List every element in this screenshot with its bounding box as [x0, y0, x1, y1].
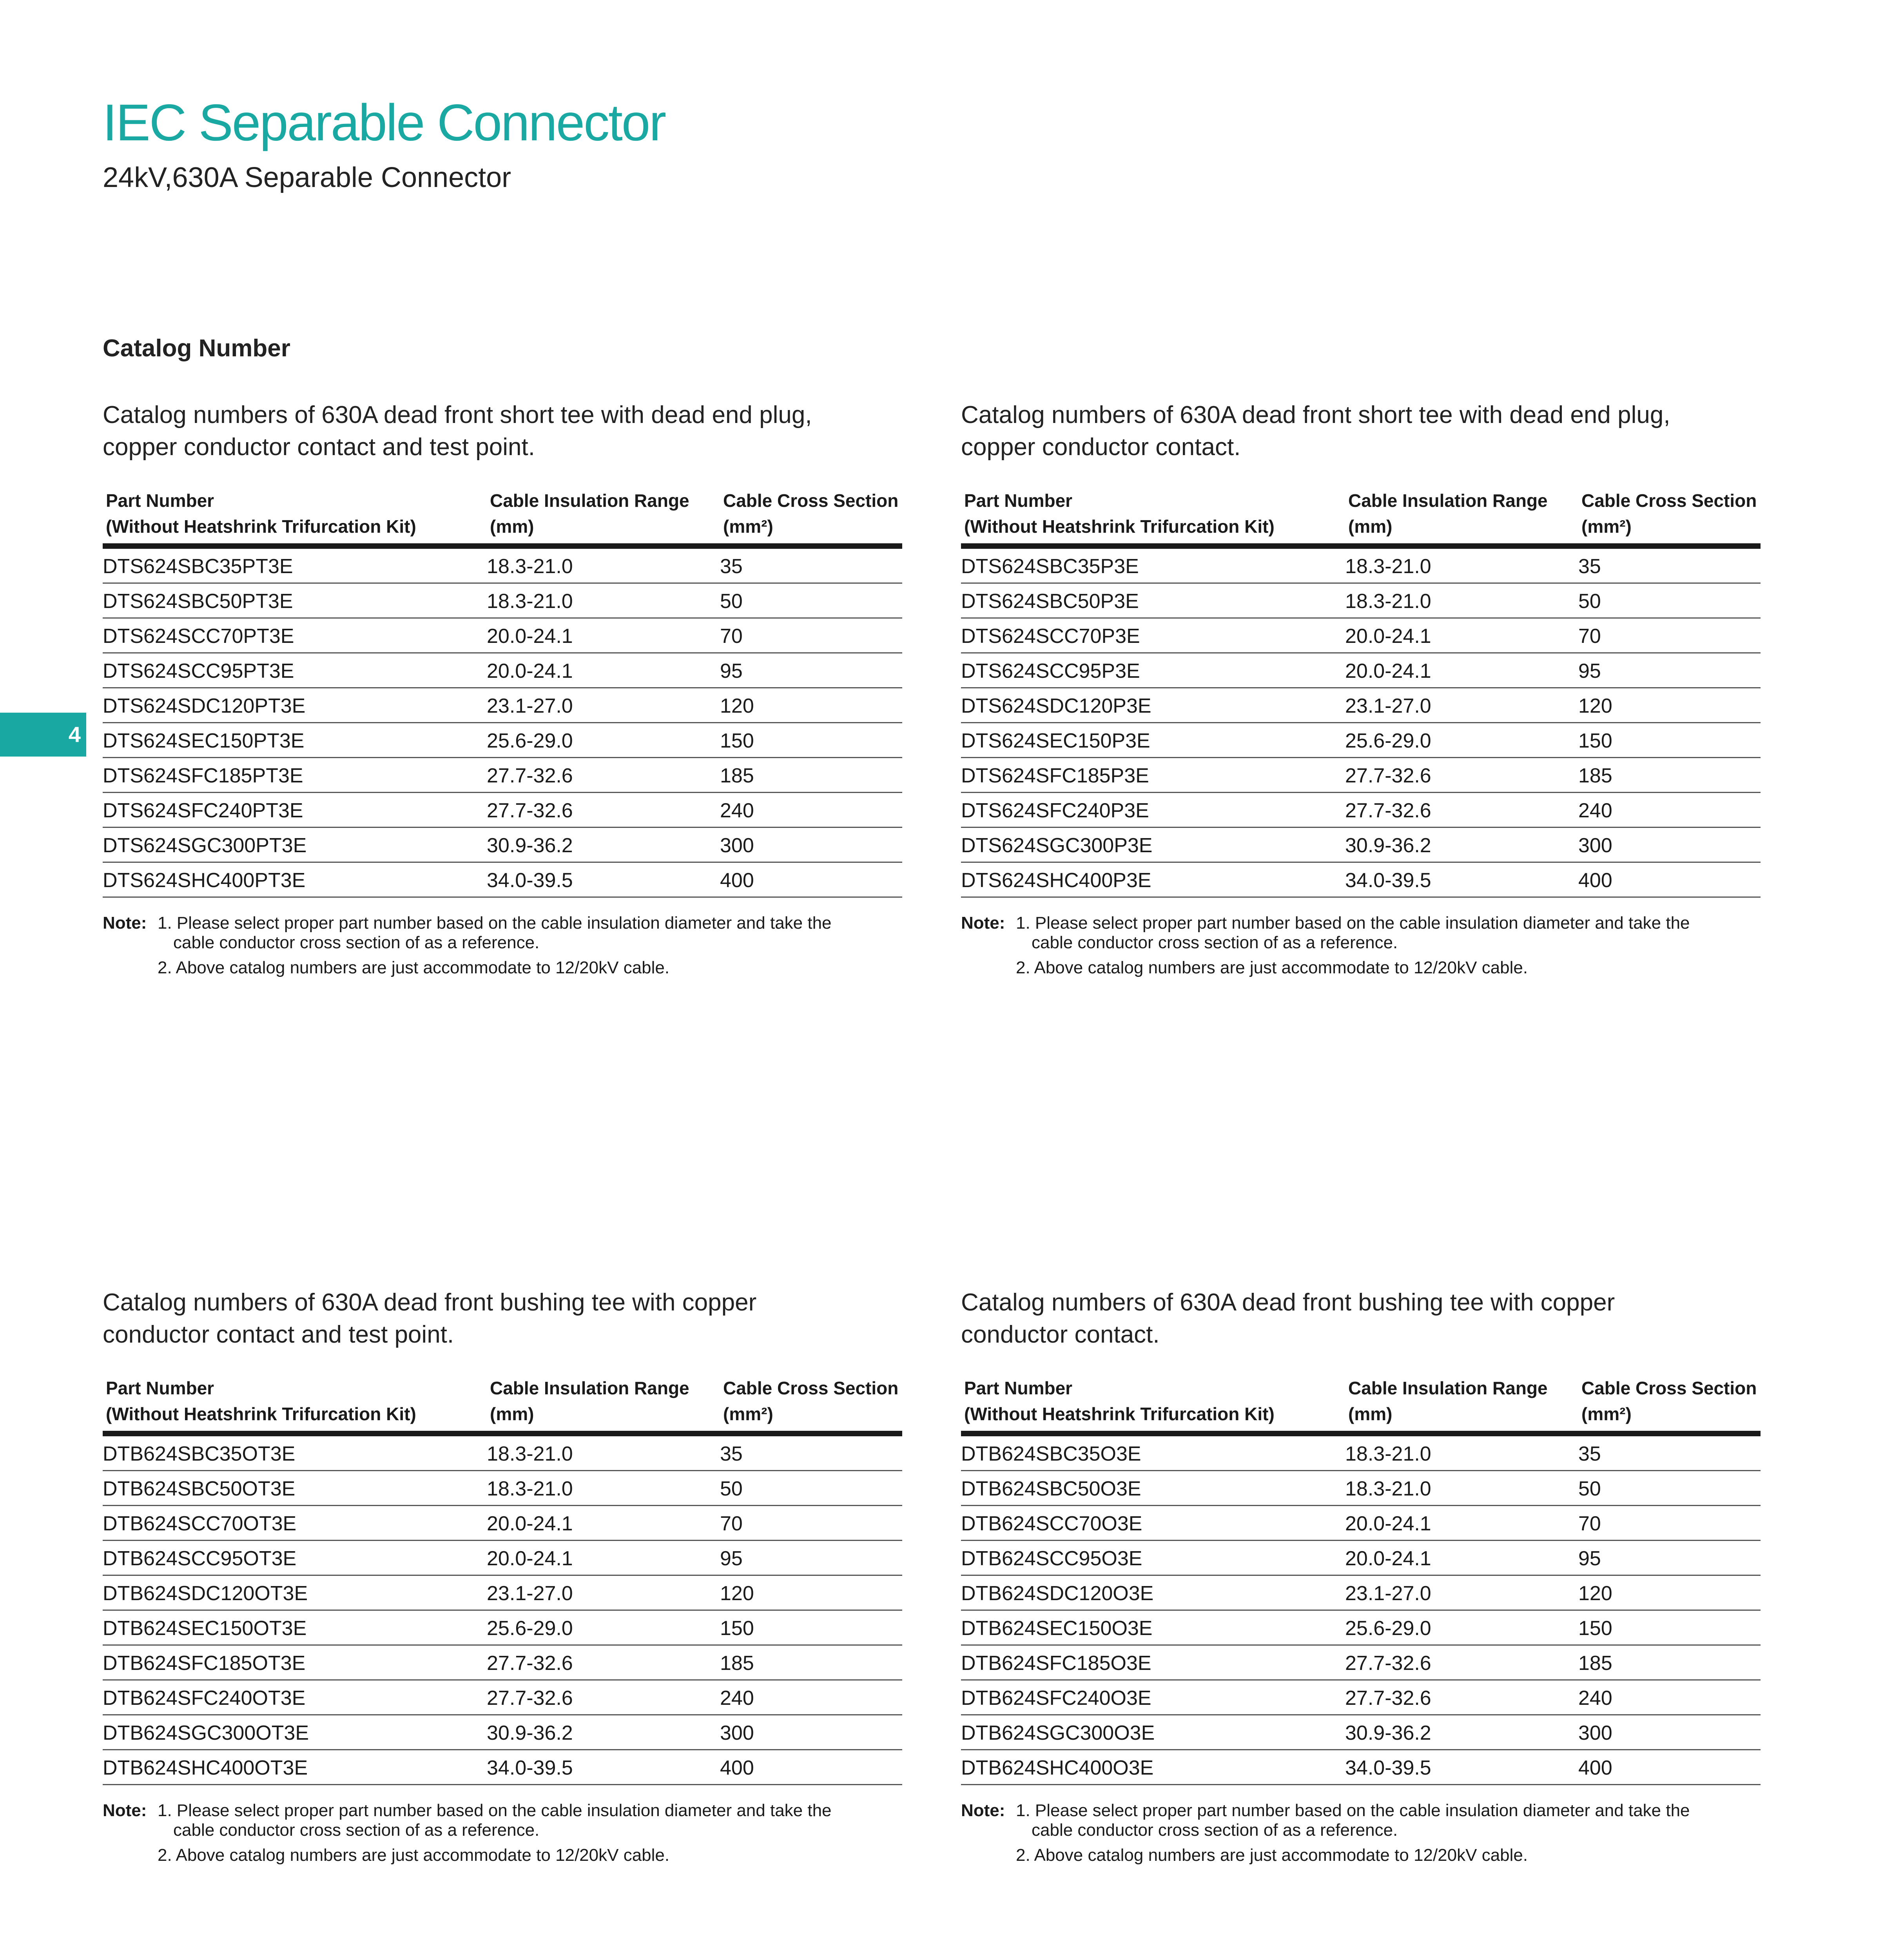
cross-section-cell: 120	[720, 1575, 902, 1610]
part-number-cell: DTS624SFC185PT3E	[103, 758, 487, 793]
cross-section-cell: 240	[1578, 1680, 1761, 1715]
part-number-cell: DTS624SBC50P3E	[961, 583, 1345, 618]
table-row	[961, 1680, 1761, 1715]
table-row	[103, 1471, 902, 1506]
part-number-cell: DTB624SGC300O3E	[961, 1715, 1345, 1750]
part-number-cell: DTS624SHC400PT3E	[103, 862, 487, 897]
part-number-cell: DTB624SBC50O3E	[961, 1471, 1345, 1506]
cross-section-cell: 120	[1578, 1575, 1761, 1610]
note-label: Note:	[103, 1801, 147, 1820]
insulation-range-cell: 30.9-36.2	[487, 1715, 720, 1750]
part-number-cell: DTB624SFC185OT3E	[103, 1645, 487, 1680]
note-label: Note:	[103, 913, 147, 933]
table-row	[103, 653, 902, 688]
table-description	[103, 1287, 902, 1351]
table-row	[961, 688, 1761, 723]
part-number-cell: DTB624SCC70OT3E	[103, 1506, 487, 1541]
description-line: Catalog numbers of 630A dead front short tee with dead end plug,	[961, 401, 1670, 428]
catalog-table	[103, 488, 902, 898]
table-row	[103, 1434, 902, 1471]
insulation-range-cell: 23.1-27.0	[1345, 1575, 1578, 1610]
note-line-1: 1. Please select proper part number based on the cable insulation diameter and take the	[1016, 1801, 1690, 1820]
cross-section-cell: 95	[1578, 1541, 1761, 1575]
catalog-table	[961, 488, 1761, 898]
table-notes	[961, 1801, 1761, 1865]
cross-section-cell: 240	[720, 793, 902, 828]
table-row	[961, 1434, 1761, 1471]
part-number-cell: DTB624SBC35O3E	[961, 1434, 1345, 1471]
cross-section-cell: 240	[1578, 793, 1761, 828]
part-number-cell: DTB624SFC240OT3E	[103, 1680, 487, 1715]
table-row	[103, 723, 902, 758]
insulation-range-cell: 18.3-21.0	[487, 1434, 720, 1471]
cross-section-cell: 300	[720, 1715, 902, 1750]
table-description	[961, 1287, 1761, 1351]
table-row	[103, 546, 902, 583]
table-notes	[103, 1801, 902, 1865]
part-number-cell: DTB624SFC185O3E	[961, 1645, 1345, 1680]
catalog-block-short-tee-test-point	[103, 399, 902, 978]
part-number-cell: DTB624SCC95OT3E	[103, 1541, 487, 1575]
insulation-range-cell: 25.6-29.0	[487, 1610, 720, 1645]
cross-section-cell: 95	[720, 653, 902, 688]
header-insulation-range: Cable Insulation Range (mm)	[487, 488, 720, 546]
header-insulation-range: Cable Insulation Range (mm)	[1345, 1375, 1578, 1434]
insulation-range-cell: 27.7-32.6	[487, 793, 720, 828]
catalog-block-bushing-tee	[961, 1287, 1761, 1865]
part-number-cell: DTB624SCC95O3E	[961, 1541, 1345, 1575]
part-number-cell: DTB624SDC120OT3E	[103, 1575, 487, 1610]
part-number-cell: DTS624SCC95PT3E	[103, 653, 487, 688]
part-number-cell: DTB624SHC400OT3E	[103, 1750, 487, 1785]
insulation-range-cell: 25.6-29.0	[487, 723, 720, 758]
table-description	[961, 399, 1761, 463]
insulation-range-cell: 27.7-32.6	[1345, 758, 1578, 793]
table-row	[103, 1715, 902, 1750]
insulation-range-cell: 27.7-32.6	[1345, 1645, 1578, 1680]
table-row	[103, 758, 902, 793]
part-number-cell: DTB624SEC150O3E	[961, 1610, 1345, 1645]
part-number-cell: DTS624SCC70PT3E	[103, 618, 487, 653]
part-number-cell: DTS624SCC95P3E	[961, 653, 1345, 688]
description-line: Catalog numbers of 630A dead front bushing tee with copper	[961, 1289, 1615, 1316]
description-line: conductor contact and test point.	[103, 1321, 454, 1348]
insulation-range-cell: 23.1-27.0	[487, 1575, 720, 1610]
insulation-range-cell: 27.7-32.6	[1345, 793, 1578, 828]
table-row	[961, 583, 1761, 618]
part-number-cell: DTS624SEC150P3E	[961, 723, 1345, 758]
table-row	[103, 1575, 902, 1610]
table-row	[103, 583, 902, 618]
part-number-cell: DTB624SGC300OT3E	[103, 1715, 487, 1750]
cross-section-cell: 185	[1578, 1645, 1761, 1680]
cross-section-cell: 70	[720, 618, 902, 653]
table-row	[961, 1645, 1761, 1680]
header-insulation-range: Cable Insulation Range (mm)	[1345, 488, 1578, 546]
cross-section-cell: 50	[1578, 583, 1761, 618]
header-insulation-range: Cable Insulation Range (mm)	[487, 1375, 720, 1434]
insulation-range-cell: 30.9-36.2	[1345, 828, 1578, 862]
catalog-table	[961, 1375, 1761, 1785]
table-row	[103, 1680, 902, 1715]
table-row	[961, 618, 1761, 653]
cross-section-cell: 35	[720, 1434, 902, 1471]
insulation-range-cell: 27.7-32.6	[487, 1680, 720, 1715]
part-number-cell: DTS624SBC35PT3E	[103, 546, 487, 583]
table-row	[961, 1575, 1761, 1610]
insulation-range-cell: 20.0-24.1	[487, 618, 720, 653]
cross-section-cell: 120	[720, 688, 902, 723]
part-number-cell: DTS624SGC300P3E	[961, 828, 1345, 862]
part-number-cell: DTB624SCC70O3E	[961, 1506, 1345, 1541]
description-line: conductor contact.	[961, 1321, 1160, 1348]
insulation-range-cell: 23.1-27.0	[1345, 688, 1578, 723]
table-row	[961, 1541, 1761, 1575]
table-row	[103, 1750, 902, 1785]
insulation-range-cell: 20.0-24.1	[487, 653, 720, 688]
part-number-cell: DTS624SFC185P3E	[961, 758, 1345, 793]
insulation-range-cell: 20.0-24.1	[1345, 1506, 1578, 1541]
table-row	[961, 1471, 1761, 1506]
note-line-1-cont: cable conductor cross section of as a reference.	[173, 933, 540, 952]
catalog-block-short-tee	[961, 399, 1761, 978]
insulation-range-cell: 18.3-21.0	[487, 546, 720, 583]
insulation-range-cell: 30.9-36.2	[1345, 1715, 1578, 1750]
insulation-range-cell: 20.0-24.1	[487, 1541, 720, 1575]
table-row	[103, 793, 902, 828]
cross-section-cell: 400	[1578, 1750, 1761, 1785]
insulation-range-cell: 20.0-24.1	[487, 1506, 720, 1541]
part-number-cell: DTB624SDC120O3E	[961, 1575, 1345, 1610]
table-header-row	[961, 1375, 1761, 1434]
table-row	[961, 1715, 1761, 1750]
header-cross-section: Cable Cross Section (mm²)	[720, 488, 902, 546]
insulation-range-cell: 34.0-39.5	[1345, 862, 1578, 897]
note-line-2: 2. Above catalog numbers are just accommodate to 12/20kV cable.	[1016, 1846, 1528, 1865]
table-row	[961, 723, 1761, 758]
part-number-cell: DTB624SEC150OT3E	[103, 1610, 487, 1645]
insulation-range-cell: 34.0-39.5	[487, 1750, 720, 1785]
insulation-range-cell: 34.0-39.5	[487, 862, 720, 897]
header-cross-section: Cable Cross Section (mm²)	[1578, 488, 1761, 546]
table-header-row	[103, 1375, 902, 1434]
table-row	[961, 1750, 1761, 1785]
part-number-cell: DTS624SDC120P3E	[961, 688, 1345, 723]
cross-section-cell: 150	[720, 723, 902, 758]
page-subtitle: 24kV,630A Separable Connector	[103, 162, 511, 193]
insulation-range-cell: 20.0-24.1	[1345, 618, 1578, 653]
table-notes	[961, 913, 1761, 978]
part-number-cell: DTS624SBC50PT3E	[103, 583, 487, 618]
description-line: copper conductor contact and test point.	[103, 434, 535, 461]
table-row	[103, 688, 902, 723]
cross-section-cell: 50	[720, 1471, 902, 1506]
insulation-range-cell: 27.7-32.6	[487, 1645, 720, 1680]
cross-section-cell: 150	[1578, 1610, 1761, 1645]
insulation-range-cell: 34.0-39.5	[1345, 1750, 1578, 1785]
table-row	[961, 546, 1761, 583]
insulation-range-cell: 23.1-27.0	[487, 688, 720, 723]
cross-section-cell: 150	[720, 1610, 902, 1645]
note-line-2: 2. Above catalog numbers are just accommodate to 12/20kV cable.	[158, 958, 670, 977]
insulation-range-cell: 25.6-29.0	[1345, 1610, 1578, 1645]
cross-section-cell: 95	[720, 1541, 902, 1575]
insulation-range-cell: 18.3-21.0	[1345, 1471, 1578, 1506]
part-number-cell: DTB624SBC50OT3E	[103, 1471, 487, 1506]
cross-section-cell: 185	[1578, 758, 1761, 793]
cross-section-cell: 35	[1578, 546, 1761, 583]
chapter-tab: 4	[0, 713, 86, 757]
cross-section-cell: 35	[720, 546, 902, 583]
insulation-range-cell: 27.7-32.6	[487, 758, 720, 793]
cross-section-cell: 35	[1578, 1434, 1761, 1471]
note-line-1: 1. Please select proper part number based on the cable insulation diameter and take the	[158, 913, 832, 933]
cross-section-cell: 185	[720, 1645, 902, 1680]
catalog-block-bushing-tee-test-point	[103, 1287, 902, 1865]
cross-section-cell: 400	[720, 862, 902, 897]
table-description	[103, 399, 902, 463]
note-label: Note:	[961, 1801, 1005, 1820]
header-part-number: Part Number (Without Heatshrink Trifurcation Kit)	[961, 488, 1345, 546]
table-row	[961, 1610, 1761, 1645]
note-line-1-cont: cable conductor cross section of as a reference.	[1032, 933, 1398, 952]
note-line-2: 2. Above catalog numbers are just accommodate to 12/20kV cable.	[1016, 958, 1528, 977]
header-part-number: Part Number (Without Heatshrink Trifurcation Kit)	[103, 488, 487, 546]
header-part-number: Part Number (Without Heatshrink Trifurcation Kit)	[103, 1375, 487, 1434]
note-line-1-cont: cable conductor cross section of as a reference.	[1032, 1820, 1398, 1840]
header-part-number: Part Number (Without Heatshrink Trifurcation Kit)	[961, 1375, 1345, 1434]
page-title: IEC Separable Connector	[103, 94, 665, 151]
section-heading: Catalog Number	[103, 335, 290, 362]
table-row	[961, 862, 1761, 897]
cross-section-cell: 300	[1578, 828, 1761, 862]
header-cross-section: Cable Cross Section (mm²)	[1578, 1375, 1761, 1434]
table-row	[961, 1506, 1761, 1541]
cross-section-cell: 400	[1578, 862, 1761, 897]
part-number-cell: DTB624SHC400O3E	[961, 1750, 1345, 1785]
note-line-1: 1. Please select proper part number based on the cable insulation diameter and take the	[1016, 913, 1690, 933]
cross-section-cell: 50	[720, 583, 902, 618]
table-row	[961, 758, 1761, 793]
insulation-range-cell: 27.7-32.6	[1345, 1680, 1578, 1715]
part-number-cell: DTS624SHC400P3E	[961, 862, 1345, 897]
part-number-cell: DTS624SGC300PT3E	[103, 828, 487, 862]
cross-section-cell: 150	[1578, 723, 1761, 758]
cross-section-cell: 400	[720, 1750, 902, 1785]
part-number-cell: DTS624SFC240P3E	[961, 793, 1345, 828]
cross-section-cell: 70	[720, 1506, 902, 1541]
insulation-range-cell: 18.3-21.0	[1345, 583, 1578, 618]
cross-section-cell: 300	[1578, 1715, 1761, 1750]
table-row	[961, 653, 1761, 688]
description-line: copper conductor contact.	[961, 434, 1241, 461]
part-number-cell: DTS624SEC150PT3E	[103, 723, 487, 758]
cross-section-cell: 50	[1578, 1471, 1761, 1506]
table-row	[103, 862, 902, 897]
description-line: Catalog numbers of 630A dead front bushing tee with copper	[103, 1289, 757, 1316]
cross-section-cell: 70	[1578, 618, 1761, 653]
table-row	[103, 1506, 902, 1541]
cross-section-cell: 240	[720, 1680, 902, 1715]
table-notes	[103, 913, 902, 978]
table-row	[103, 828, 902, 862]
cross-section-cell: 95	[1578, 653, 1761, 688]
cross-section-cell: 300	[720, 828, 902, 862]
note-line-2: 2. Above catalog numbers are just accommodate to 12/20kV cable.	[158, 1846, 670, 1865]
insulation-range-cell: 18.3-21.0	[1345, 546, 1578, 583]
part-number-cell: DTS624SDC120PT3E	[103, 688, 487, 723]
part-number-cell: DTB624SFC240O3E	[961, 1680, 1345, 1715]
cross-section-cell: 120	[1578, 688, 1761, 723]
table-row	[961, 793, 1761, 828]
insulation-range-cell: 18.3-21.0	[487, 583, 720, 618]
cross-section-cell: 185	[720, 758, 902, 793]
table-row	[103, 1541, 902, 1575]
insulation-range-cell: 25.6-29.0	[1345, 723, 1578, 758]
table-row	[103, 618, 902, 653]
table-row	[103, 1645, 902, 1680]
note-line-1-cont: cable conductor cross section of as a reference.	[173, 1820, 540, 1840]
table-header-row	[103, 488, 902, 546]
cross-section-cell: 70	[1578, 1506, 1761, 1541]
header-cross-section: Cable Cross Section (mm²)	[720, 1375, 902, 1434]
insulation-range-cell: 20.0-24.1	[1345, 1541, 1578, 1575]
insulation-range-cell: 30.9-36.2	[487, 828, 720, 862]
table-row	[961, 828, 1761, 862]
catalog-table	[103, 1375, 902, 1785]
table-header-row	[961, 488, 1761, 546]
table-row	[103, 1610, 902, 1645]
note-line-1: 1. Please select proper part number based on the cable insulation diameter and take the	[158, 1801, 832, 1820]
insulation-range-cell: 20.0-24.1	[1345, 653, 1578, 688]
part-number-cell: DTS624SCC70P3E	[961, 618, 1345, 653]
insulation-range-cell: 18.3-21.0	[487, 1471, 720, 1506]
part-number-cell: DTS624SFC240PT3E	[103, 793, 487, 828]
insulation-range-cell: 18.3-21.0	[1345, 1434, 1578, 1471]
note-label: Note:	[961, 913, 1005, 933]
part-number-cell: DTB624SBC35OT3E	[103, 1434, 487, 1471]
description-line: Catalog numbers of 630A dead front short tee with dead end plug,	[103, 401, 812, 428]
part-number-cell: DTS624SBC35P3E	[961, 546, 1345, 583]
